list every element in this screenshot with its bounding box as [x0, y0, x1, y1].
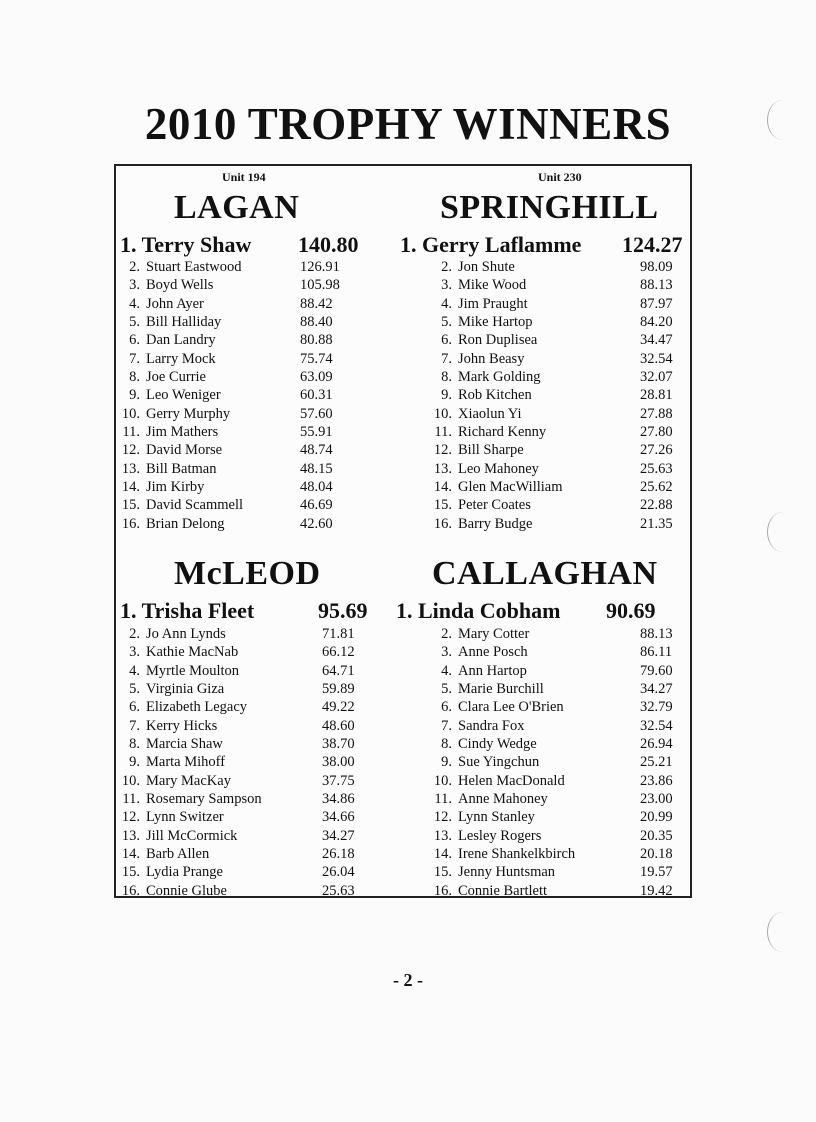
list-item	[428, 350, 698, 368]
list-item	[116, 478, 386, 496]
player-score: 34.47	[640, 332, 673, 349]
rank: 4.	[441, 295, 452, 312]
list-springhill	[428, 258, 698, 533]
winner-rank: 1.	[120, 598, 137, 623]
rank: 15.	[121, 497, 140, 514]
list-item	[428, 643, 698, 661]
rank: 11.	[434, 424, 452, 441]
player-score: 25.63	[322, 882, 355, 899]
binder-hole-top	[767, 100, 798, 140]
winner-name: Terry Shaw	[141, 232, 252, 257]
player-name: Bill Halliday	[146, 314, 222, 331]
player-name: Connie Glube	[146, 882, 227, 899]
list-item	[428, 863, 698, 881]
player-score: 23.00	[640, 791, 673, 808]
binder-hole-bottom	[767, 912, 798, 952]
list-item	[428, 827, 698, 845]
rank: 14.	[121, 846, 140, 863]
results-frame	[114, 164, 692, 898]
list-item	[116, 882, 386, 900]
rank: 13.	[433, 460, 452, 477]
list-item	[428, 753, 698, 771]
player-name: Rosemary Sampson	[146, 791, 262, 808]
rank: 2.	[441, 259, 452, 275]
player-name: Gerry Murphy	[146, 405, 231, 422]
player-name: Kathie MacNab	[146, 644, 239, 661]
rank: 15.	[433, 497, 452, 514]
player-score: 57.60	[300, 405, 333, 422]
list-item	[428, 460, 698, 478]
list-item	[428, 735, 698, 753]
rank: 16.	[433, 515, 452, 532]
list-callaghan	[428, 625, 698, 900]
rank: 10.	[121, 405, 140, 422]
list-item	[116, 625, 386, 643]
page-number: - 2 -	[393, 970, 423, 990]
list-item	[428, 386, 698, 404]
player-name: David Morse	[146, 442, 223, 459]
player-score: 86.11	[640, 644, 673, 661]
list-item	[428, 882, 698, 900]
player-score: 23.86	[640, 772, 673, 789]
rank: 10.	[121, 772, 140, 789]
player-name: Myrtle Moulton	[146, 662, 240, 679]
player-name: Rob Kitchen	[458, 387, 532, 404]
list-item	[116, 662, 386, 680]
player-score: 20.35	[640, 827, 673, 844]
player-name: Jo Ann Lynds	[146, 626, 226, 642]
rank: 7.	[441, 717, 452, 734]
player-score: 105.98	[300, 277, 340, 294]
rank: 8.	[129, 369, 140, 386]
player-name: Clara Lee O'Brien	[458, 699, 564, 716]
player-score: 48.60	[322, 717, 355, 734]
player-score: 88.13	[640, 277, 673, 294]
player-score: 20.18	[640, 846, 673, 863]
player-score: 34.66	[322, 809, 355, 826]
player-name: Ann Hartop	[458, 662, 527, 679]
winner-score: 95.69	[318, 598, 368, 623]
winner-callaghan	[396, 598, 656, 624]
winner-score: 140.80	[298, 232, 359, 257]
player-score: 48.04	[300, 479, 333, 496]
rank: 12.	[433, 809, 452, 826]
rank: 5.	[441, 314, 452, 331]
rank: 5.	[441, 681, 452, 698]
list-item	[428, 790, 698, 808]
rank: 8.	[441, 736, 452, 753]
rank: 4.	[129, 662, 140, 679]
player-name: Joe Currie	[146, 369, 206, 386]
player-name: Mike Wood	[458, 277, 527, 294]
player-name: Anne Mahoney	[458, 791, 548, 808]
player-name: John Ayer	[146, 295, 204, 312]
rank: 9.	[129, 387, 140, 404]
list-item	[116, 331, 386, 349]
player-name: Jenny Huntsman	[458, 864, 556, 881]
player-score: 32.07	[640, 369, 673, 386]
list-item	[116, 295, 386, 313]
winner-name: Gerry Laflamme	[422, 232, 582, 257]
player-name: Bill Sharpe	[458, 442, 524, 459]
player-name: Leo Mahoney	[458, 460, 539, 477]
player-name: Marta Mihoff	[146, 754, 226, 771]
player-score: 34.27	[640, 681, 673, 698]
unit-label-springhill: Unit 230	[538, 170, 582, 184]
player-score: 34.86	[322, 791, 355, 808]
player-score: 32.54	[640, 717, 673, 734]
rank: 12.	[121, 442, 140, 459]
rank: 14.	[433, 479, 452, 496]
winner-name: Trisha Fleet	[141, 598, 255, 623]
player-score: 19.42	[640, 882, 673, 899]
player-score: 20.99	[640, 809, 673, 826]
list-item	[116, 790, 386, 808]
player-score: 55.91	[300, 424, 333, 441]
rank: 3.	[441, 644, 452, 661]
player-name: Ron Duplisea	[458, 332, 538, 349]
player-score: 60.31	[300, 387, 333, 404]
rank: 4.	[129, 295, 140, 312]
rank: 4.	[441, 662, 452, 679]
player-name: Cindy Wedge	[458, 736, 537, 753]
player-score: 32.54	[640, 350, 673, 367]
rank: 3.	[129, 277, 140, 294]
rank: 7.	[129, 350, 140, 367]
player-score: 80.88	[300, 332, 333, 349]
club-name-springhill: SPRINGHILL	[440, 189, 659, 226]
list-item	[428, 496, 698, 514]
rank: 6.	[129, 332, 140, 349]
player-name: Kerry Hicks	[146, 717, 218, 734]
list-item	[428, 405, 698, 423]
list-item	[116, 423, 386, 441]
rank: 11.	[122, 424, 140, 441]
list-item	[428, 680, 698, 698]
player-score: 48.15	[300, 460, 333, 477]
list-lagan	[116, 258, 386, 533]
player-name: Xiaolun Yi	[458, 405, 522, 422]
player-name: Jim Praught	[458, 295, 528, 312]
list-mcleod	[116, 625, 386, 900]
player-score: 32.79	[640, 699, 673, 716]
rank: 10.	[433, 772, 452, 789]
list-item	[428, 313, 698, 331]
player-name: John Beasy	[458, 350, 525, 367]
player-name: Lesley Rogers	[458, 827, 542, 844]
rank: 6.	[441, 332, 452, 349]
player-name: Glen MacWilliam	[458, 479, 563, 496]
rank: 6.	[441, 699, 452, 716]
list-item	[428, 331, 698, 349]
club-name-mcleod: McLEOD	[174, 555, 321, 592]
list-item	[116, 276, 386, 294]
player-name: Irene Shankelkbirch	[458, 846, 576, 863]
player-score: 19.57	[640, 864, 673, 881]
player-name: Mark Golding	[458, 369, 541, 386]
list-item	[428, 625, 698, 643]
list-item	[116, 258, 386, 276]
player-score: 28.81	[640, 387, 673, 404]
winner-score: 90.69	[606, 598, 656, 623]
list-item	[428, 772, 698, 790]
club-name-callaghan: CALLAGHAN	[432, 555, 658, 592]
player-score: 37.75	[322, 772, 355, 789]
rank: 3.	[441, 277, 452, 294]
rank: 12.	[121, 809, 140, 826]
rank: 9.	[441, 754, 452, 771]
rank: 12.	[433, 442, 452, 459]
rank: 8.	[129, 736, 140, 753]
player-name: Virginia Giza	[146, 681, 225, 698]
list-item	[428, 478, 698, 496]
list-item	[116, 515, 386, 533]
player-score: 34.27	[322, 827, 355, 844]
rank: 14.	[433, 846, 452, 863]
player-name: Lynn Stanley	[458, 809, 535, 826]
player-name: Connie Bartlett	[458, 882, 547, 899]
player-score: 21.35	[640, 515, 673, 532]
list-item	[116, 680, 386, 698]
rank: 15.	[433, 864, 452, 881]
rank: 5.	[129, 681, 140, 698]
page-title: 2010 TROPHY WINNERS	[144, 99, 672, 149]
list-item	[428, 717, 698, 735]
list-item	[116, 350, 386, 368]
rank: 10.	[433, 405, 452, 422]
rank: 2.	[129, 626, 140, 642]
player-name: Dan Landry	[146, 332, 216, 349]
winner-springhill	[400, 232, 683, 258]
list-item	[428, 276, 698, 294]
player-name: Boyd Wells	[146, 277, 214, 294]
list-item	[116, 808, 386, 826]
rank: 13.	[433, 827, 452, 844]
player-score: 63.09	[300, 369, 333, 386]
winner-rank: 1.	[400, 232, 417, 257]
list-item	[116, 313, 386, 331]
player-name: Marie Burchill	[458, 681, 544, 698]
rank: 16.	[121, 515, 140, 532]
player-score: 64.71	[322, 662, 355, 679]
rank: 8.	[441, 369, 452, 386]
player-name: Jim Kirby	[146, 479, 205, 496]
player-name: Helen MacDonald	[458, 772, 565, 789]
list-item	[116, 441, 386, 459]
player-score: 88.13	[640, 626, 673, 642]
rank: 7.	[441, 350, 452, 367]
list-item	[428, 808, 698, 826]
list-item	[428, 441, 698, 459]
player-score: 71.81	[322, 626, 355, 642]
club-name-lagan: LAGAN	[174, 189, 300, 226]
player-score: 25.21	[640, 754, 673, 771]
player-name: Barb Allen	[146, 846, 210, 863]
player-name: Sandra Fox	[458, 717, 525, 734]
binder-hole-middle	[767, 512, 798, 552]
player-score: 66.12	[322, 644, 355, 661]
player-score: 59.89	[322, 681, 355, 698]
rank: 2.	[441, 626, 452, 642]
player-score: 26.94	[640, 736, 673, 753]
rank: 11.	[122, 791, 140, 808]
player-score: 75.74	[300, 350, 333, 367]
player-name: Sue Yingchun	[458, 754, 540, 771]
winner-rank: 1.	[120, 232, 137, 257]
player-score: 126.91	[300, 259, 340, 275]
player-name: Stuart Eastwood	[146, 259, 242, 275]
player-name: Lynn Switzer	[146, 809, 224, 826]
player-name: Richard Kenny	[458, 424, 547, 441]
rank: 7.	[129, 717, 140, 734]
player-name: Anne Posch	[458, 644, 528, 661]
list-item	[116, 368, 386, 386]
player-score: 27.26	[640, 442, 673, 459]
player-score: 98.09	[640, 259, 673, 275]
player-score: 27.88	[640, 405, 673, 422]
player-name: Mike Hartop	[458, 314, 533, 331]
rank: 6.	[129, 699, 140, 716]
player-name: Jim Mathers	[146, 424, 219, 441]
list-item	[428, 368, 698, 386]
rank: 16.	[433, 882, 452, 899]
list-item	[116, 827, 386, 845]
rank: 3.	[129, 644, 140, 661]
unit-label-lagan: Unit 194	[222, 170, 266, 184]
player-name: Elizabeth Legacy	[146, 699, 248, 716]
player-name: Marcia Shaw	[146, 736, 223, 753]
rank: 9.	[441, 387, 452, 404]
rank: 16.	[121, 882, 140, 899]
player-name: Lydia Prange	[146, 864, 223, 881]
player-score: 88.42	[300, 295, 333, 312]
player-score: 46.69	[300, 497, 333, 514]
list-item	[116, 386, 386, 404]
player-name: Peter Coates	[458, 497, 531, 514]
list-item	[428, 258, 698, 276]
player-score: 26.04	[322, 864, 355, 881]
player-name: Barry Budge	[458, 515, 533, 532]
list-item	[428, 662, 698, 680]
player-score: 25.63	[640, 460, 673, 477]
list-item	[116, 643, 386, 661]
list-item	[116, 753, 386, 771]
player-score: 84.20	[640, 314, 673, 331]
list-item	[116, 735, 386, 753]
winner-name: Linda Cobham	[418, 598, 561, 623]
player-score: 88.40	[300, 314, 333, 331]
rank: 13.	[121, 460, 140, 477]
list-item	[428, 295, 698, 313]
winner-rank: 1.	[396, 598, 413, 623]
player-name: Jon Shute	[458, 259, 515, 275]
player-score: 22.88	[640, 497, 673, 514]
player-name: Mary MacKay	[146, 772, 231, 789]
rank: 14.	[121, 479, 140, 496]
list-item	[116, 698, 386, 716]
player-score: 38.00	[322, 754, 355, 771]
player-name: Brian Delong	[146, 515, 225, 532]
player-score: 27.80	[640, 424, 673, 441]
player-name: Bill Batman	[146, 460, 217, 477]
player-score: 48.74	[300, 442, 333, 459]
winner-lagan	[120, 232, 359, 258]
list-item	[116, 772, 386, 790]
player-score: 38.70	[322, 736, 355, 753]
rank: 5.	[129, 314, 140, 331]
list-item	[116, 845, 386, 863]
player-score: 42.60	[300, 515, 333, 532]
player-name: David Scammell	[146, 497, 244, 514]
player-name: Mary Cotter	[458, 626, 530, 642]
rank: 11.	[434, 791, 452, 808]
list-item	[116, 460, 386, 478]
player-score: 87.97	[640, 295, 673, 312]
winner-mcleod	[120, 598, 368, 624]
player-name: Jill McCormick	[146, 827, 238, 844]
rank: 2.	[129, 259, 140, 275]
rank: 13.	[121, 827, 140, 844]
list-item	[428, 515, 698, 533]
rank: 15.	[121, 864, 140, 881]
player-score: 25.62	[640, 479, 673, 496]
player-score: 79.60	[640, 662, 673, 679]
list-item	[428, 845, 698, 863]
winner-score: 124.27	[622, 232, 683, 257]
list-item	[116, 496, 386, 514]
rank: 9.	[129, 754, 140, 771]
player-name: Leo Weniger	[146, 387, 221, 404]
list-item	[428, 423, 698, 441]
player-score: 26.18	[322, 846, 355, 863]
list-item	[116, 863, 386, 881]
list-item	[428, 698, 698, 716]
player-name: Larry Mock	[146, 350, 216, 367]
list-item	[116, 405, 386, 423]
list-item	[116, 717, 386, 735]
player-score: 49.22	[322, 699, 355, 716]
